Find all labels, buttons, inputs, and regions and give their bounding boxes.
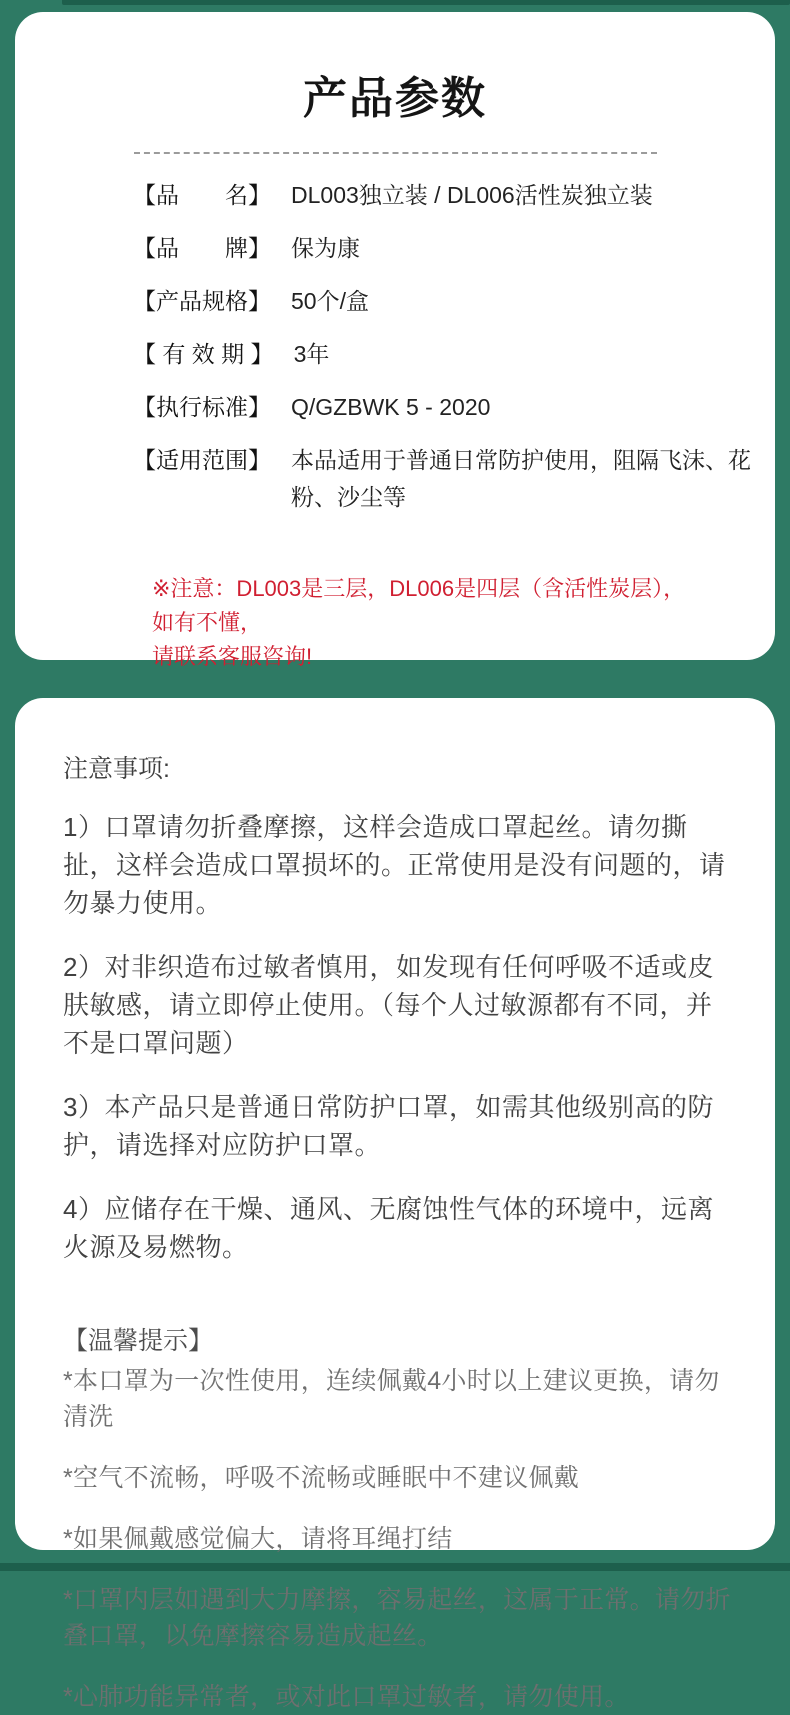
param-row-spec bbox=[133, 286, 775, 317]
precaution-item-3: 3）本产品只是普通日常防护口罩，如需其他级别高的防护，请选择对应防护口罩。 bbox=[63, 1092, 714, 1160]
param-row-brand bbox=[133, 233, 775, 264]
precautions-title: 注意事项: bbox=[63, 755, 170, 783]
tip-item-2: *空气不流畅，呼吸不流畅或睡眠中不建议佩戴 bbox=[63, 1464, 580, 1492]
param-rows bbox=[133, 180, 775, 516]
precautions-card bbox=[15, 698, 775, 1711]
param-value: DL003独立装 / DL006活性炭独立装 bbox=[291, 182, 653, 208]
param-label: 【品 牌】 bbox=[133, 235, 271, 261]
precaution-item-1: 1）口罩请勿折叠摩擦，这样会造成口罩起丝。请勿撕扯，这样会造成口罩损坏的。正常使用是没有问题的，请勿暴力使用。 bbox=[63, 812, 726, 918]
red-notice-line1: ※注意：DL003是三层，DL006是四层（含活性炭层），如有不懂， bbox=[152, 576, 686, 635]
param-label: 【产品规格】 bbox=[133, 288, 271, 314]
params-card-title: 产品参数 bbox=[303, 74, 487, 123]
param-value: 50个/盒 bbox=[291, 288, 369, 314]
red-notice-line2: 请联系客服咨询! bbox=[152, 644, 313, 669]
red-notice-text bbox=[152, 572, 697, 674]
top-edge-strip bbox=[62, 0, 790, 5]
tips-title: 【温馨提示】 bbox=[63, 1327, 214, 1355]
param-row-name bbox=[133, 180, 775, 211]
param-label: 【品 名】 bbox=[133, 182, 271, 208]
param-label: 【 有 效 期 】 bbox=[133, 341, 274, 367]
tip-item-3: *如果佩戴感觉偏大，请将耳绳打结 bbox=[63, 1525, 453, 1553]
param-value: Q/GZBWK 5 - 2020 bbox=[291, 394, 491, 420]
precaution-item-2: 2）对非织造布过敏者慎用，如发现有任何呼吸不适或皮肤敏感，请立即停止使用。（每个人过敏源都有不同，并不是口罩问题） bbox=[63, 952, 714, 1058]
tip-item-5: *心肺功能异常者，或对此口罩过敏者，请勿使用。 bbox=[63, 1683, 630, 1711]
precaution-item-4: 4）应储存在干燥、通风、无腐蚀性气体的环境中，远离火源及易燃物。 bbox=[63, 1194, 714, 1262]
tip-item-1: *本口罩为一次性使用，连续佩戴4小时以上建议更换，请勿清洗 bbox=[63, 1367, 720, 1431]
param-row-scope bbox=[133, 445, 775, 516]
tip-item-4: *口罩内层如遇到大力摩擦，容易起丝，这属于正常。请勿折叠口罩，以免摩擦容易造成起丝。 bbox=[63, 1586, 731, 1650]
dashed-divider bbox=[134, 152, 657, 154]
param-value: 3年 bbox=[293, 341, 330, 367]
param-value: 本品适用于普通日常防护使用，阻隔飞沫、花粉、沙尘等 bbox=[291, 447, 751, 510]
param-label: 【适用范围】 bbox=[133, 447, 271, 473]
param-row-shelf-life bbox=[133, 339, 775, 370]
param-row-standard bbox=[133, 392, 775, 423]
bottom-edge-strip bbox=[0, 1563, 790, 1571]
param-value: 保为康 bbox=[291, 235, 360, 261]
product-parameters-card bbox=[15, 12, 775, 669]
param-label: 【执行标准】 bbox=[133, 394, 271, 420]
